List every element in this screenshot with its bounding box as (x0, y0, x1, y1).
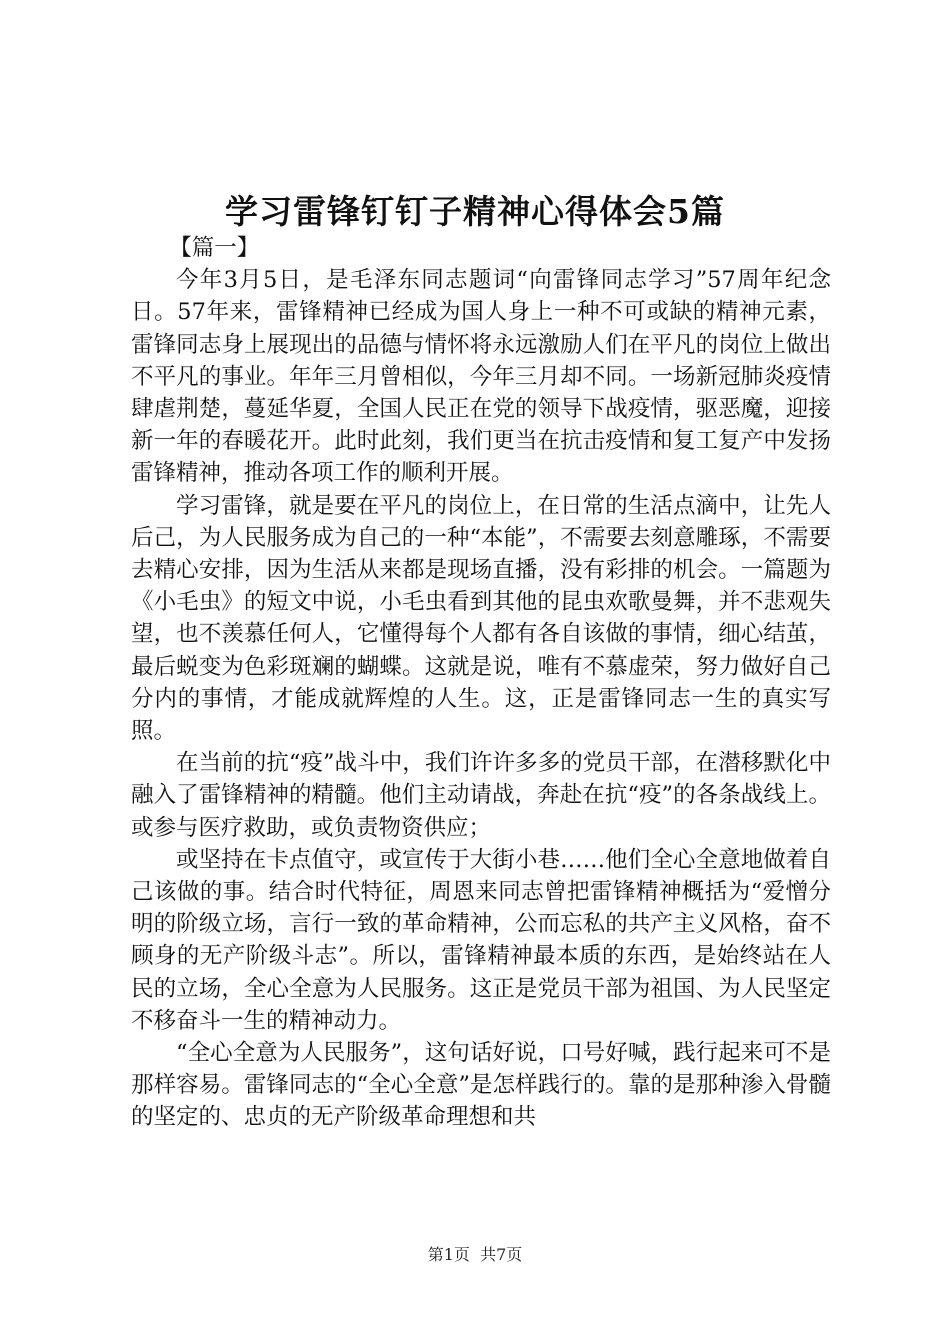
page-number-current: 第1页 (427, 1245, 470, 1264)
page-footer (0, 1242, 950, 1265)
section-label: 【篇一】 (169, 235, 260, 261)
document-body (131, 232, 831, 1134)
paragraph: 今年3月5日，是毛泽东同志题词“向雷锋同志学习”57周年纪念日。57年来，雷锋精神已经成为国人身上一种不可或缺的精神元素，雷锋同志身上展现出的品德与情怀将永远激励人们在平凡的岗位上做出不平凡的事业。年年三月曾相似，今年三月却不同。一场新冠肺炎疫情肆虐荆楚，蔓延华夏，全国人民正在党的领导下战疫情，驱恶魔，迎接新一年的春暖花开。此时此刻，我们更当在抗击疫情和复工复产中发扬雷锋精神，推动各项工作的顺利开展。 (131, 267, 831, 487)
document-title: 学习雷锋钉钉子精神心得体会5篇 (225, 192, 725, 231)
paragraph: 学习雷锋，就是要在平凡的岗位上，在日常的生活点滴中，让先人后己，为人民服务成为自己的一种“本能”，不需要去刻意雕琢，不需要去精心安排，因为生活从来都是现场直播，没有彩排的机会。一篇题为《小毛虫》的短文中说，小毛虫看到其他的昆虫欢歌曼舞，并不悲观失望，也不羡慕任何人，它懂得每个人都有各自该做的事情，细心结茧，最后蜕变为色彩斑斓的蝴蝶。这就是说，唯有不慕虚荣，努力做好自己分内的事情，才能成就辉煌的人生。这，正是雷锋同志一生的真实写照。 (131, 492, 831, 745)
paragraph: 或坚持在卡点值守，或宣传于大街小巷……他们全心全意地做着自己该做的事。结合时代特征，周恩来同志曾把雷锋精神概括为“爱憎分明的阶级立场，言行一致的革命精神，公而忘私的共产主义风格，奋不顾身的无产阶级斗志”。所以，雷锋精神最本质的东西，是始终站在人民的立场，全心全意为人民服务。这正是党员干部为祖国、为人民坚定不移奋斗一生的精神动力。 (131, 846, 831, 1034)
page-number-total: 共7页 (480, 1245, 523, 1264)
paragraph: 在当前的抗“疫”战斗中，我们许许多多的党员干部，在潜移默化中融入了雷锋精神的精髓。他们主动请战，奔赴在抗“疫”的各条战线上。或参与医疗救助，或负责物资供应； (131, 750, 831, 841)
paragraph: “全心全意为人民服务”，这句话好说，口号好喊，践行起来可不是那样容易。雷锋同志的“全心全意”是怎样践行的。靠的是那种渗入骨髓的坚定的、忠贞的无产阶级革命理想和共 (131, 1040, 831, 1131)
